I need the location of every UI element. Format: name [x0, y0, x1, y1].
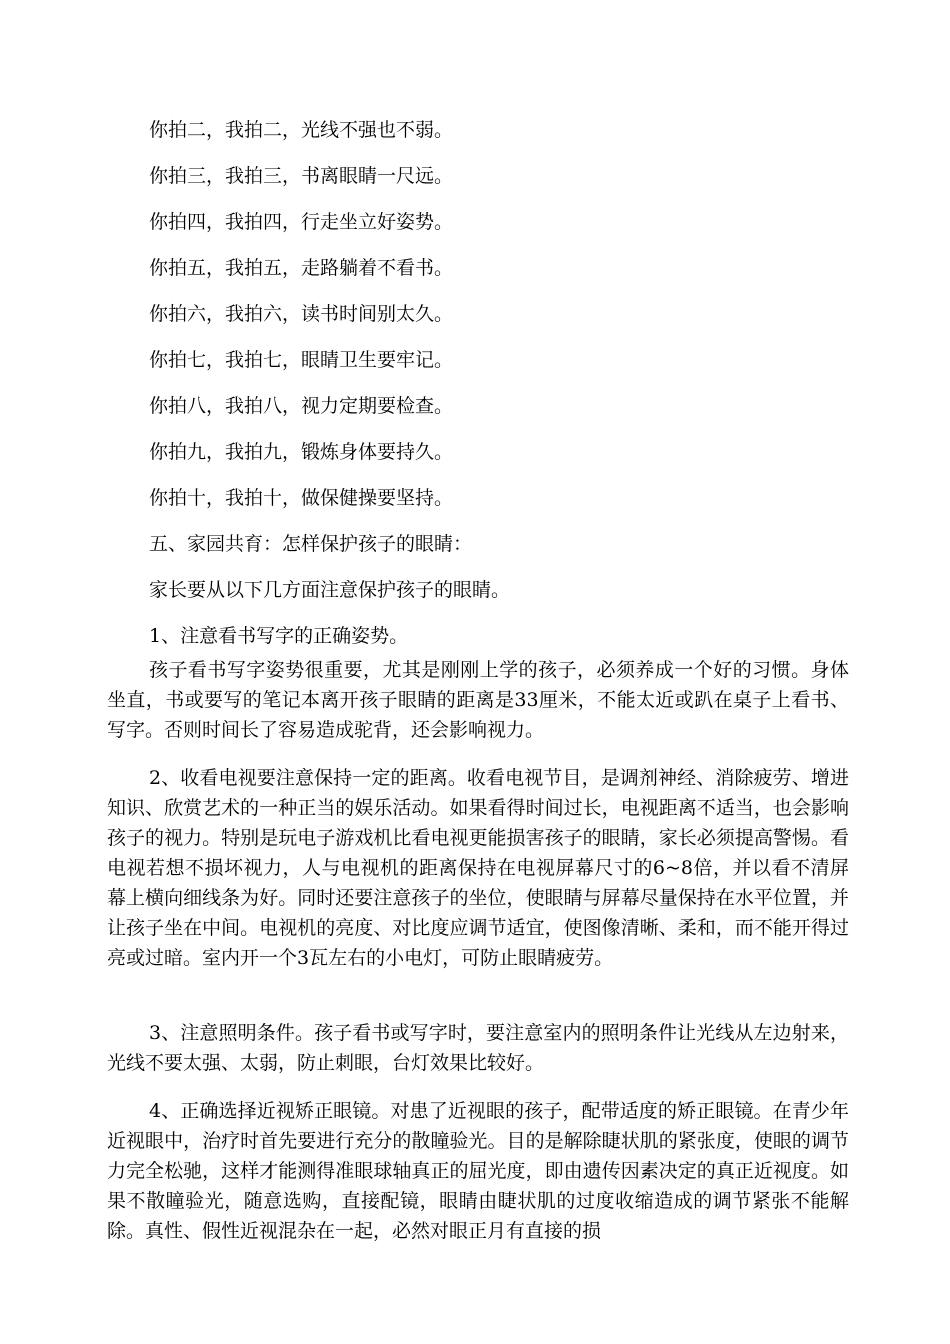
chant-line-9: 你拍九，我拍九，锻炼身体要持久。: [149, 441, 454, 463]
point-1-title: 1、注意看书写字的正确姿势。: [149, 625, 409, 647]
chant-line-4: 你拍四，我拍四，行走坐立好姿势。: [149, 211, 454, 233]
chant-line-7: 你拍七，我拍七，眼睛卫生要牢记。: [149, 349, 454, 371]
chant-line-10: 你拍十，我拍十，做保健操要坚持。: [149, 487, 454, 509]
chant-line-6: 你拍六，我拍六，读书时间别太久。: [149, 303, 454, 325]
chant-line-2: 你拍二，我拍二，光线不强也不弱。: [149, 119, 454, 141]
intro-text: 家长要从以下几方面注意保护孩子的眼睛。: [149, 579, 511, 601]
paragraph-lighting: 3、注意照明条件。孩子看书或写字时，要注意室内的照明条件让光线从左边射来，光线不要太强、太弱，防止刺眼，台灯效果比较好。: [107, 1022, 849, 1074]
section-heading: 五、家园共育：怎样保护孩子的眼睛：: [149, 533, 473, 555]
paragraph-glasses: 4、正确选择近视矫正眼镜。对患了近视眼的孩子，配带适度的矫正眼镜。在青少年近视眼中，治疗时首先要进行充分的散瞳验光。目的是解除睫状肌的紧张度，使眼的调节力完全松驰，这样才能测得准眼球轴真正的屈光度，即由遗传因素决定的真正近视度。如果不散瞳验光，随意选购，直接配镜，眼睛由睫状肌的过度收缩造成的调节紧张不能解除。真性、假性近视混杂在一起，必然对眼正月有直接的损: [107, 1100, 849, 1242]
paragraph-posture: 孩子看书写字姿势很重要，尤其是刚刚上学的孩子，必须养成一个好的习惯。身体坐直，书或要写的笔记本离开孩子眼睛的距离是33厘米，不能太近或趴在桌子上看书、写字。否则时间长了容易造成驼背，还会影响视力。: [107, 659, 849, 741]
chant-line-5: 你拍五，我拍五，走路躺着不看书。: [149, 257, 454, 279]
paragraph-tv-distance: 2、收看电视要注意保持一定的距离。收看电视节目，是调剂神经、消除疲劳、增进知识、欣赏艺术的一种正当的娱乐活动。如果看得时间过长，电视距离不适当，也会影响孩子的视力。特别是玩电子游戏机比看电视更能损害孩子的眼睛，家长必须提高警惕。看电视若想不损坏视力，人与电视机的距离保持在电视屏幕尺寸的6~8倍，并以看不清屏幕上横向细线条为好。同时还要注意孩子的坐位，使眼睛与屏幕尽量保持在水平位置，并让孩子坐在中间。电视机的亮度、对比度应调节适宜，使图像清晰、柔和，而不能开得过亮或过暗。室内开一个3瓦左右的小电灯，可防止眼睛疲劳。: [107, 767, 849, 969]
chant-line-3: 你拍三，我拍三，书离眼睛一尺远。: [149, 165, 454, 187]
chant-line-8: 你拍八，我拍八，视力定期要检查。: [149, 395, 454, 417]
